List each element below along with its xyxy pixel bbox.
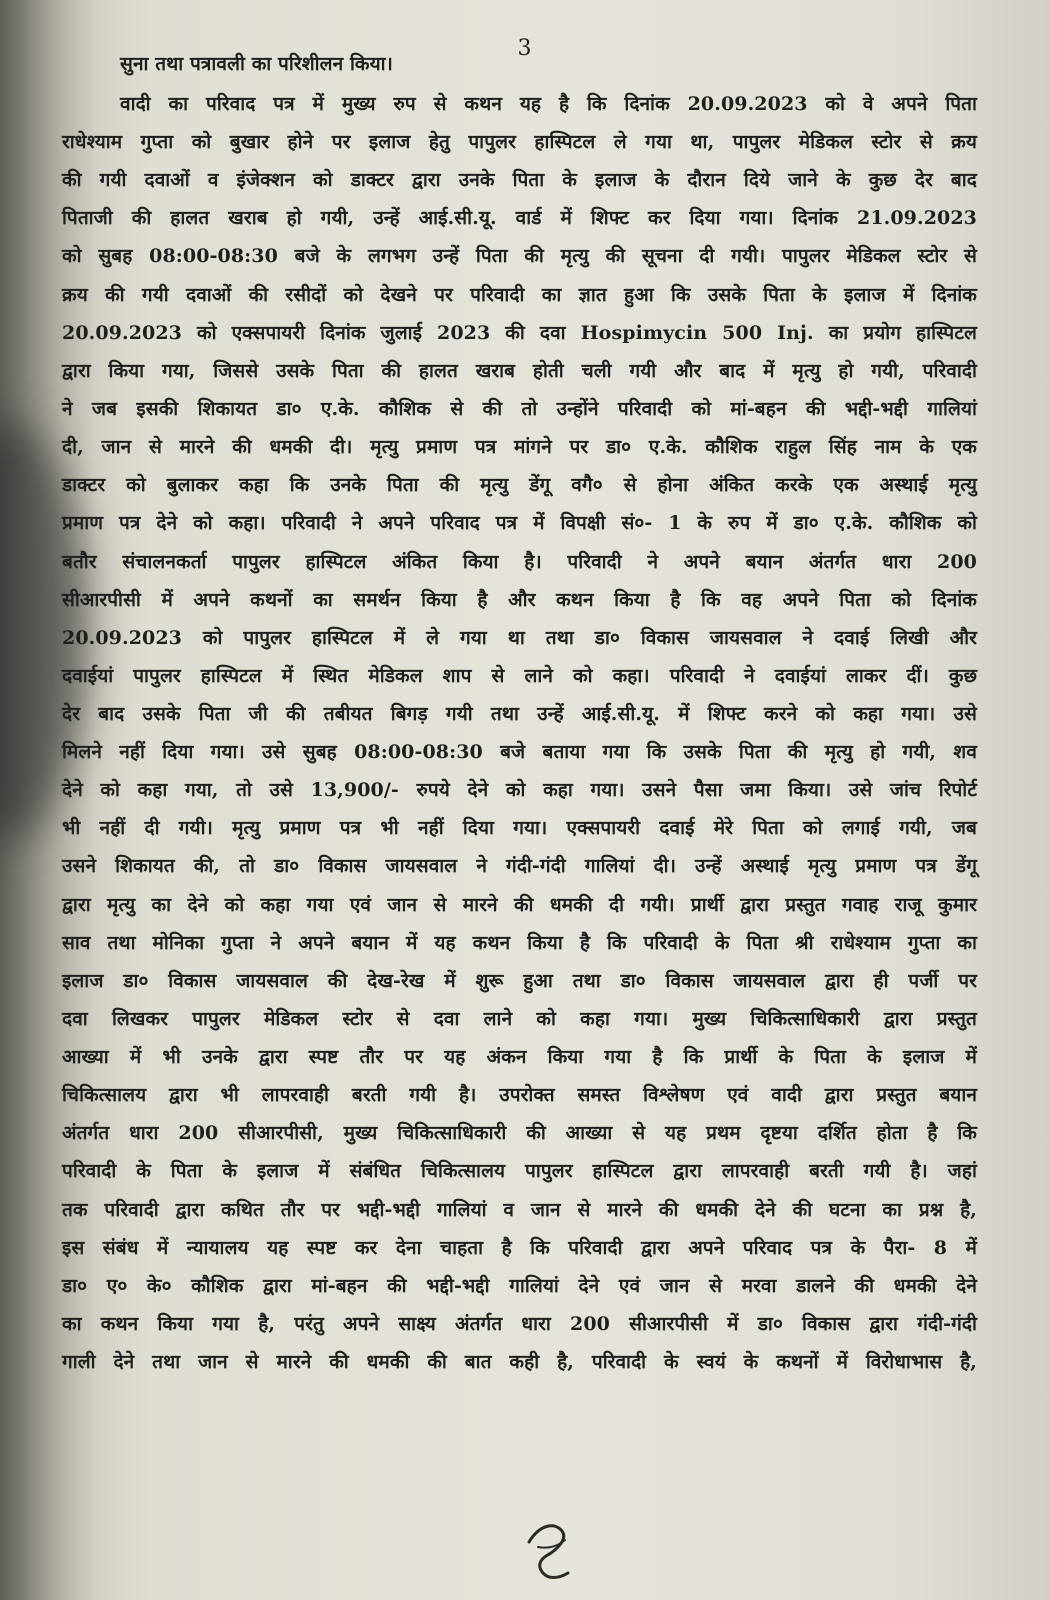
text-line-24: साव तथा मोनिका गुप्ता ने अपने बयान में यह कथन किया है कि परिवादी के पिता श्री राधेश्याम गुप्ता का	[62, 932, 977, 954]
text-line-20: देने को कहा गया, तो उसे 13,900/- रुपये देने को कहा गया। उसने पैसा जमा किया। उसे जांच रिपोर्ट	[62, 779, 977, 801]
text-line-13: प्रमाण पत्र देने को कहा। परिवादी ने अपने परिवाद पत्र में विपक्षी सं०- 1 के रुप में डा० ए.के. कौशिक को	[62, 512, 977, 534]
text-line-8: 20.09.2023 को एक्सपायरी दिनांक जुलाई 2023 की दवा Hospimycin 500 Inj. का प्रयोग हास्पिटल	[62, 322, 977, 344]
text-line-15: सीआरपीसी में अपने कथनों का समर्थन किया है और कथन किया है कि वह अपने पिता को दिनांक	[62, 589, 977, 611]
text-line-7: क्रय की गयी दवाओं की रसीदों को देखने पर परिवादी का ज्ञात हुआ कि उसके पिता के इलाज में दिनांक	[62, 284, 977, 306]
text-line-26: दवा लिखकर पापुलर मेडिकल स्टोर से दवा लाने को कहा गया। मुख्य चिकित्साधिकारी द्वारा प्रस्तुत	[62, 1008, 977, 1030]
signature-mark	[515, 1516, 585, 1588]
text-line-23: द्वारा मृत्यु का देने को कहा गया एवं जान से मारने की धमकी दी गयी। प्रार्थी द्वारा प्रस्तुत गवाह राजू कुमार	[62, 894, 977, 916]
text-line-18: देर बाद उसके पिता जी की तबीयत बिगड़ गयी तथा उन्हें आई.सी.यू. में शिफ्ट करने को कहा गया। उसे	[62, 703, 977, 725]
text-line-32: इस संबंध में न्यायालय यह स्पष्ट कर देना चाहता है कि परिवादी द्वारा अपने परिवाद पत्र के पैरा- 8 में	[62, 1237, 977, 1259]
text-line-22: उसने शिकायत की, तो डा० विकास जायसवाल ने गंदी-गंदी गालियां दी। उन्हें अस्थाई मृत्यु प्रमाण पत्र डेंगू	[62, 855, 977, 877]
text-line-14: बतौर संचालनकर्ता पापुलर हास्पिटल अंकित किया है। परिवादी ने अपने बयान अंतर्गत धारा 200	[62, 551, 977, 573]
text-line-3: राधेश्याम गुप्ता को बुखार होने पर इलाज हेतु पापुलर हास्पिटल ले गया था, पापुलर मेडिकल स्टोर से क्रय	[62, 131, 977, 153]
text-line-4: की गयी दवाओं व इंजेक्शन को डाक्टर द्वारा उनके पिता के इलाज के दौरान दिये जाने के कुछ देर बाद	[62, 169, 977, 191]
text-line-5: पिताजी की हालत खराब हो गयी, उन्हें आई.सी.यू. वार्ड में शिफ्ट कर दिया गया। दिनांक 21.09.2023	[62, 207, 977, 229]
text-line-16: 20.09.2023 को पापुलर हास्पिटल में ले गया था तथा डा० विकास जायसवाल ने दवाई लिखी और	[62, 627, 977, 649]
text-line-21: भी नहीं दी गयी। मृत्यु प्रमाण पत्र भी नहीं दिया गया। एक्सपायरी दवाई मेरे पिता को लगाई गयी, जब	[62, 817, 977, 839]
text-line-6: को सुबह 08:00-08:30 बजे के लगभग उन्हें पिता की मृत्यु की सूचना दी गयी। पापुलर मेडिकल स्टोर से	[62, 245, 977, 267]
text-line-17: दवाईयां पापुलर हास्पिटल में स्थित मेडिकल शाप से लाने को कहा। परिवादी ने दवाईयां लाकर दीं। कुछ	[62, 665, 977, 687]
text-line-9: द्वारा किया गया, जिससे उसके पिता की हालत खराब होती चली गयी और बाद में मृत्यु हो गयी, परिवादी	[62, 360, 977, 382]
text-line-34: का कथन किया गया है, परंतु अपने साक्ष्य अंतर्गत धारा 200 सीआरपीसी में डा० विकास द्वारा गंदी-गंदी	[62, 1313, 977, 1335]
text-line-31: तक परिवादी द्वारा कथित तौर पर भद्दी-भद्दी गालियां व जान से मारने की धमकी देने की घटना का प्रश्न है,	[62, 1199, 977, 1221]
text-line-30: परिवादी के पिता के इलाज में संबंधित चिकित्सालय पापुलर हास्पिटल द्वारा लापरवाही बरती गयी है। जहां	[62, 1160, 977, 1182]
text-line-29: अंतर्गत धारा 200 सीआरपीसी, मुख्य चिकित्साधिकारी की आख्या से यह प्रथम दृष्टया दर्शित होता है कि	[62, 1122, 977, 1144]
text-line-10: ने जब इसकी शिकायत डा० ए.के. कौशिक से की तो उन्होंने परिवादी को मां-बहन की भद्दी-भद्दी गालियां	[62, 398, 977, 420]
text-line-27: आख्या में भी उनके द्वारा स्पष्ट तौर पर यह अंकन किया गया है कि प्रार्थी के पिता के इलाज में	[62, 1046, 977, 1068]
text-line-12: डाक्टर को बुलाकर कहा कि उनके पिता की मृत्यु डेंगू वगै० से होना अंकित करके एक अस्थाई मृत्यु	[62, 474, 977, 496]
page-number: 3	[517, 36, 532, 61]
text-line-2: वादी का परिवाद पत्र में मुख्य रुप से कथन यह है कि दिनांक 20.09.2023 को वे अपने पिता	[120, 93, 977, 115]
text-line-35: गाली देने तथा जान से मारने की धमकी की बात कही है, परिवादी के स्वयं के कथनों में विरोधाभास है,	[62, 1351, 977, 1373]
text-line-11: दी, जान से मारने की धमकी दी। मृत्यु प्रमाण पत्र मांगने पर डा० ए.के. कौशिक राहुल सिंह नाम के एक	[62, 436, 977, 458]
text-line-33: डा० ए० के० कौशिक द्वारा मां-बहन की भद्दी-भद्दी गालियां देने एवं जान से मरवा डालने की धमकी देने	[62, 1275, 977, 1297]
text-line-28: चिकित्सालय द्वारा भी लापरवाही बरती गयी है। उपरोक्त समस्त विश्लेषण एवं वादी द्वारा प्रस्तुत बयान	[62, 1084, 977, 1106]
text-line-25: इलाज डा० विकास जायसवाल की देख-रेख में शुरू हुआ तथा डा० विकास जायसवाल द्वारा ही पर्जी पर	[62, 970, 977, 992]
text-line-1: सुना तथा पत्रावली का परिशीलन किया।	[120, 53, 393, 75]
text-line-19: मिलने नहीं दिया गया। उसे सुबह 08:00-08:30 बजे बताया गया कि उसके पिता की मृत्यु हो गयी, शव	[62, 741, 977, 763]
